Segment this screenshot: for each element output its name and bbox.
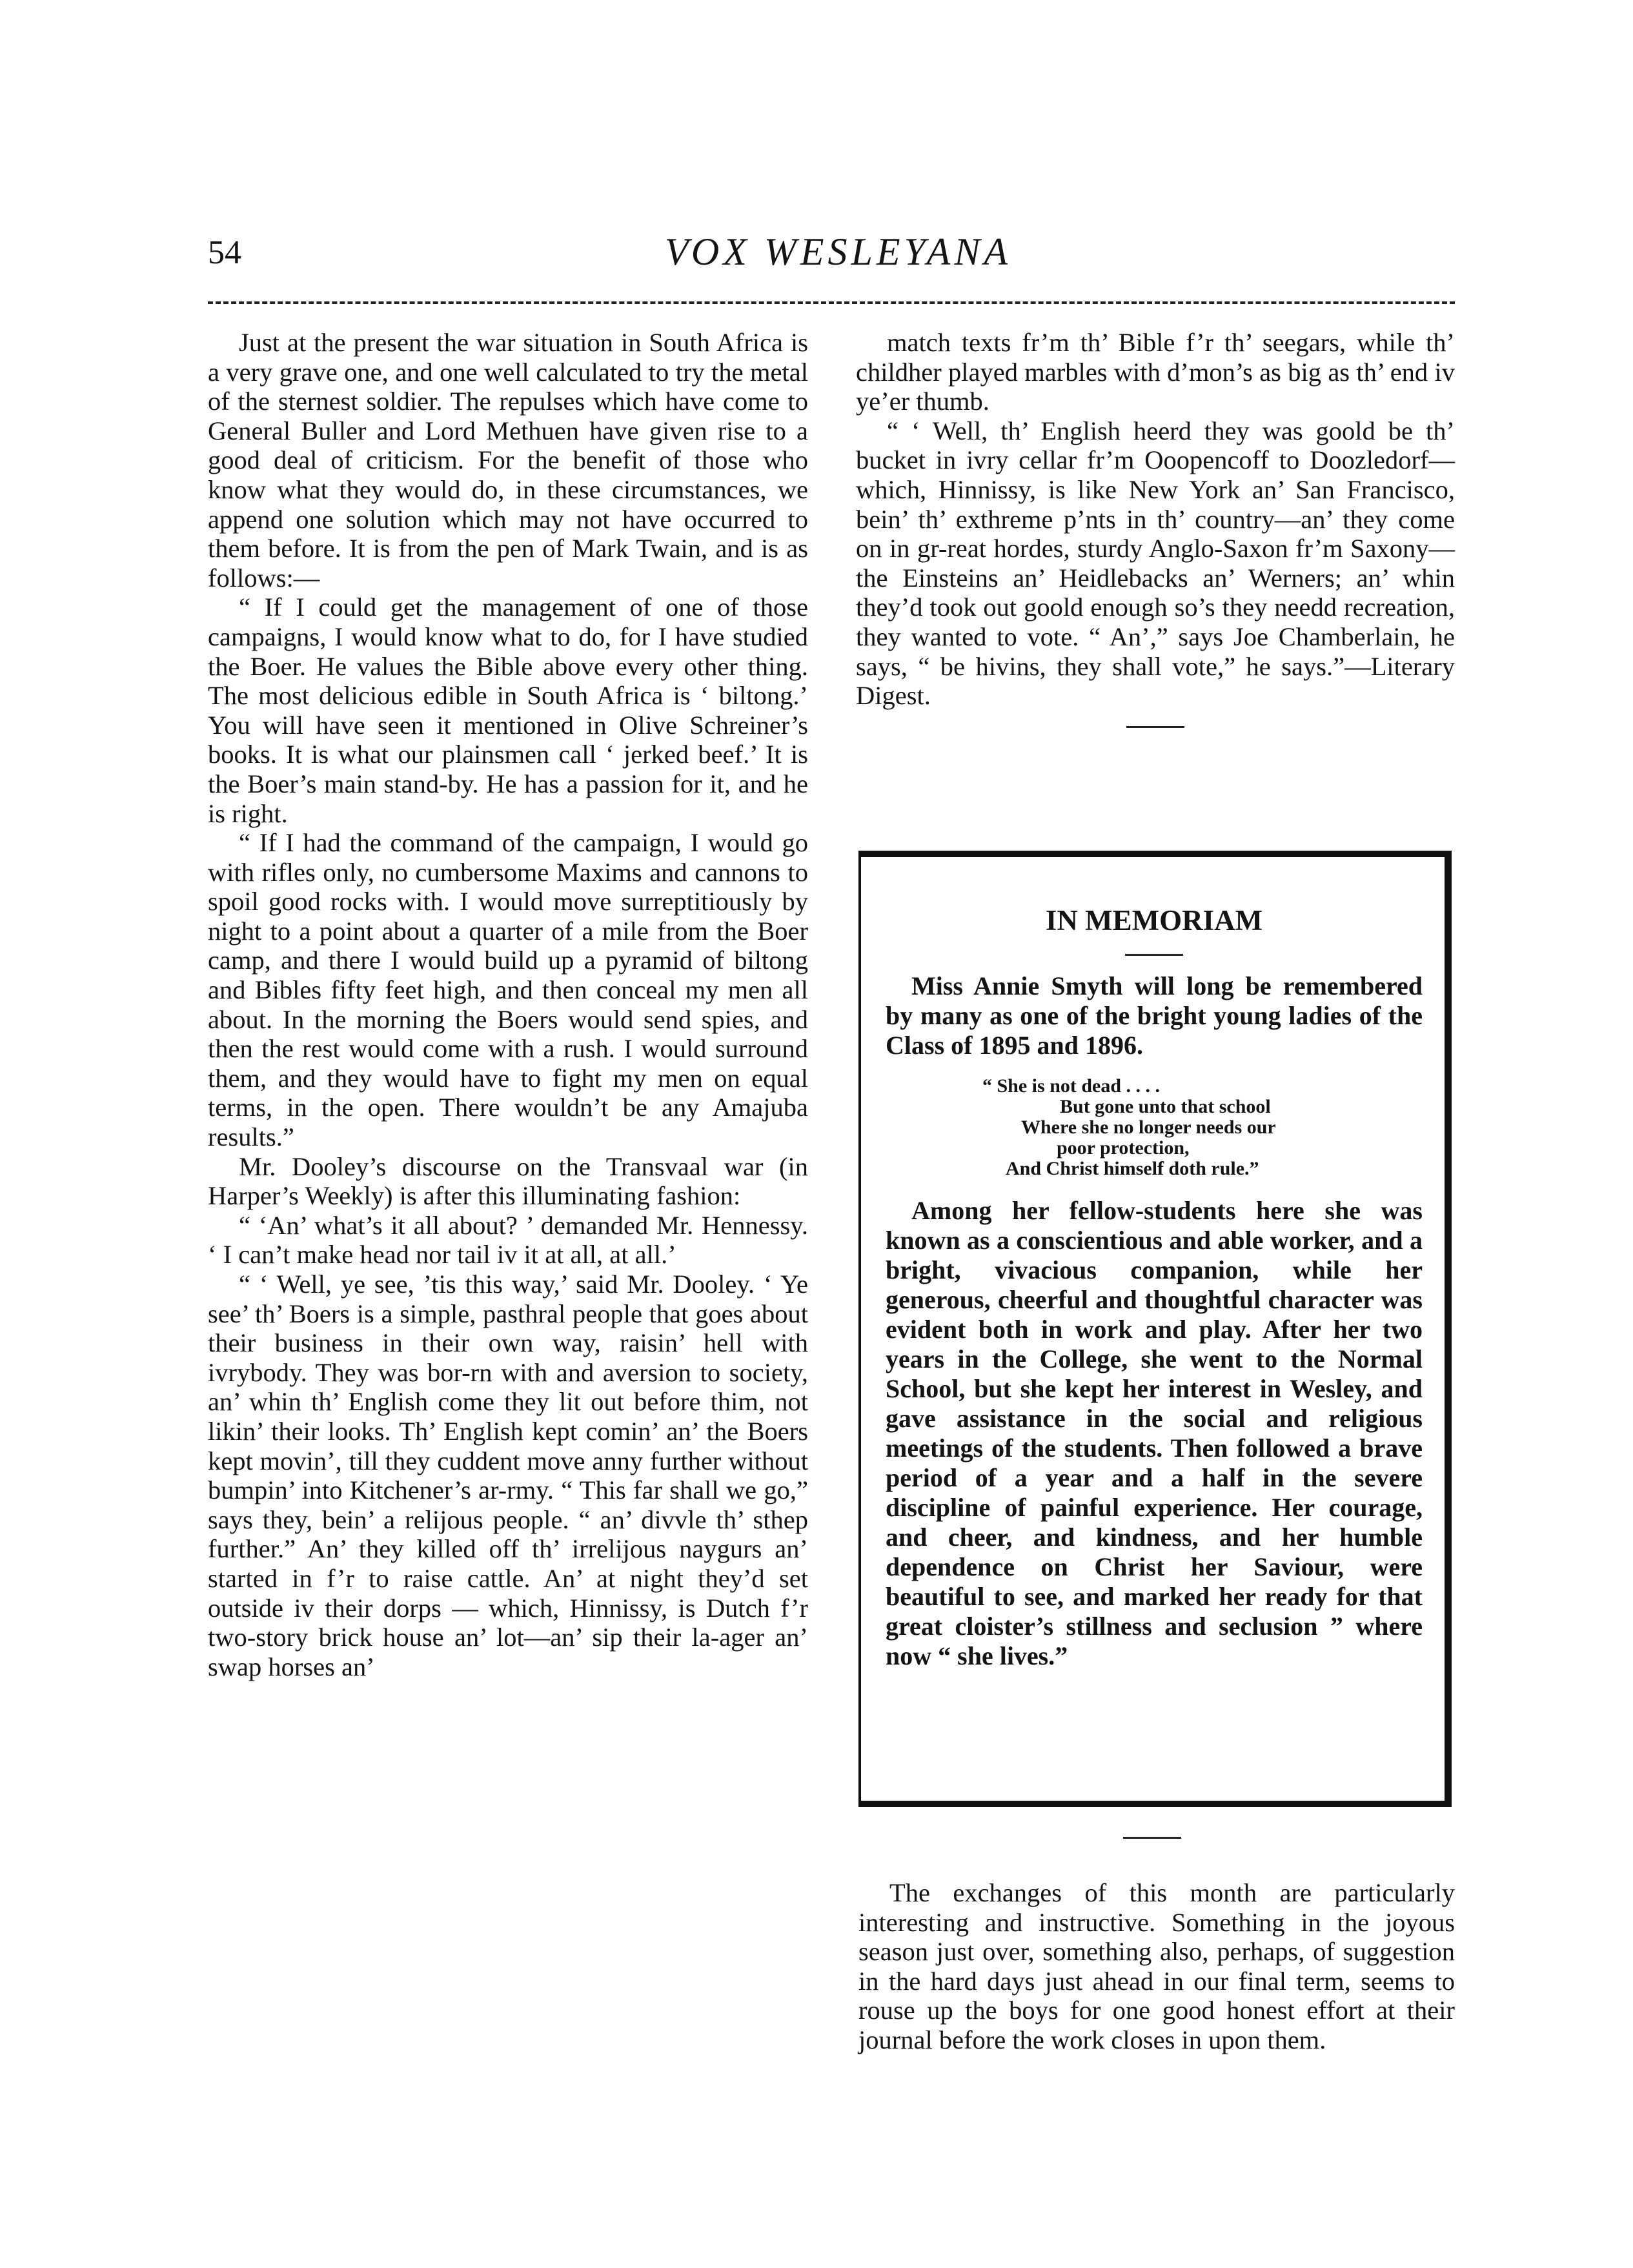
paragraph: “ ‘ Well, th’ English heerd they was goold be th’ bucket in ivry cellar fr’m Ooopencoff to Doozledorf—which, Hinnissy, is like New York an’ San Francisco, bein’ th’ exthreme p’nts in th’ country—an’ they come on in gr-reat hordes, sturdy Anglo-Saxon fr’m Saxony—the Einsteins an’ Heidlebacks an’ Werners; an’ whin they’d took out goold enough so’s they needd recreation, they wanted to vote. “ An’,” says Joe Chamberlain, he says, “ be hivins, they shall vote,” he says.”—Literary Digest. <box>856 416 1455 711</box>
paragraph: “ If I had the command of the campaign, I would go with rifles only, no cumbersome Maxims and cannons to spoil good rocks with. I would move surreptitiously by night to a point about a quarter of a mile from the Boer camp, and there I would build up a pyramid of biltong and Bibles fifty feet high, and then conceal my men all about. In the morning the Boers would send spies, and then the rest would come with a rush. I would surround them, and they would have to fight my men on equal terms, in the open. There wouldn’t be any Amajuba results.” <box>208 828 808 1152</box>
right-column <box>856 328 1455 728</box>
left-column <box>208 328 808 1681</box>
paragraph: match texts fr’m th’ Bible f’r th’ seegars, while th’ childher played marbles with d’mon’s as big as th’ end iv ye’er thumb. <box>856 328 1455 416</box>
poem-line: And Christ himself doth rule.” <box>1006 1158 1259 1179</box>
memoriam-box <box>858 851 1452 1807</box>
running-title: VOX WESLEYANA <box>665 230 1011 273</box>
exchanges-paragraph: The exchanges of this month are particularly interesting and instructive. Something in the joyous season just over, something also, perhaps, of suggestion in the hard days just ahead in our final term, seems to rouse up the boys for one good honest effort at their journal before the work closes in upon them. <box>858 1878 1455 2054</box>
poem-line: Where she no longer needs our <box>1021 1117 1276 1138</box>
poem-line: But gone unto that school <box>1060 1096 1271 1117</box>
header-rule <box>208 301 1455 304</box>
paragraph: “ ‘ Well, ye see, ’tis this way,’ said Mr. Dooley. ‘ Ye see’ th’ Boers is a simple, pasthral people that goes about their business in their own way, raisin’ hell with ivrybody. They was bor-rn with and aversion to society, an’ whin th’ English come they lit out before thim, not likin’ their looks. Th’ English kept comin’ an’ the Boers kept movin’, till they cuddent move anny further without bumpin’ into Kitchener’s ar-rmy. “ This far shall we go,” says they, bein’ a relijous people. “ an’ divvle th’ sthep further.” An’ they killed off th’ irrelijous naygurs an’ started in f’r to raise cattle. An’ at night they’d set outside iv their dorps — which, Hinnissy, is Dutch f’r two-story brick house an’ lot—an’ sip their la-ager an’ swap horses an’ <box>208 1270 808 1681</box>
page-number: 54 <box>208 234 241 271</box>
memoriam-body: Among her fellow-students here she was known as a conscientious and able worker, and a bright, vivacious companion, while her generous, cheerful and thoughtful character was evident both in work and play. After her two years in the College, she went to the Normal School, but she kept her interest in Wesley, and gave assistance in the social and religious meetings of the students. Then followed a brave period of a year and a half in the severe discipline of painful experience. Her courage, and cheer, and kindness, and her humble dependence on Christ her Saviour, were beautiful to see, and marked her ready for that great cloister’s stillness and seclusion ” where now “ she lives.” <box>886 1196 1423 1670</box>
paragraph: “ If I could get the management of one of those campaigns, I would know what to do, for I have studied the Boer. He values the Bible above every other thing. The most delicious edible in South Africa is ‘ biltong.’ You will have seen it mentioned in Olive Schreiner’s books. It is what our plainsmen call ‘ jerked beef.’ It is the Boer’s main stand-by. He has a passion for it, and he is right. <box>208 592 808 828</box>
poem-line: poor protection, <box>1057 1137 1190 1159</box>
memoriam-poem <box>886 1076 1423 1179</box>
memoriam-intro: Miss Annie Smyth will long be remembered by many as one of the bright young ladies of the Class of 1895 and 1896. <box>886 971 1423 1060</box>
section-divider <box>1126 726 1184 728</box>
memoriam-title-rule <box>1125 954 1183 956</box>
paragraph: “ ‘An’ what’s it all about? ’ demanded Mr. Hennessy. ‘ I can’t make head nor tail iv it at all, at all.’ <box>208 1210 808 1270</box>
paragraph: Just at the present the war situation in South Africa is a very grave one, and one well calculated to try the metal of the sternest soldier. The repulses which have come to General Buller and Lord Methuen have given rise to a good deal of criticism. For the benefit of those who know what they would do, in these circumstances, we append one solution which may not have occurred to them before. It is from the pen of Mark Twain, and is as follows:— <box>208 328 808 592</box>
section-divider <box>1123 1837 1181 1839</box>
poem-line: “ She is not dead . . . . <box>982 1075 1161 1097</box>
paragraph: Mr. Dooley’s discourse on the Transvaal war (in Harper’s Weekly) is after this illuminating fashion: <box>208 1151 808 1211</box>
memoriam-title: IN MEMORIAM <box>1045 904 1263 937</box>
